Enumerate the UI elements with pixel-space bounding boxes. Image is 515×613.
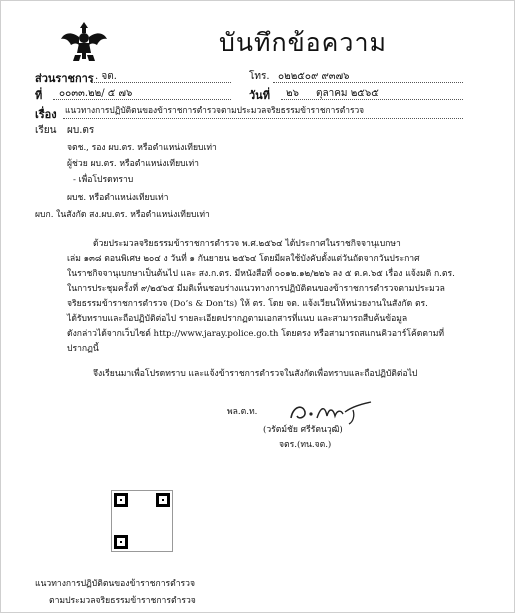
body-line: จริยธรรมข้าราชการตำรวจ (Do’s & Don’ts) ให้ ตร. โดย จต. แจ้งเวียนให้หน่วยงานในสังกัด ตร.: [67, 299, 428, 309]
body-line: ในการประชุมครั้งที่ ๙/๒๕๖๕ มีมติเห็นชอบร่างแนวทางการปฏิบัติตนของข้าราชการตำรวจตามประมวล: [67, 284, 445, 294]
routing-line: ผบช. หรือตำแหน่งเทียบเท่า: [67, 193, 169, 203]
signature-position: จตร.(ทน.จต.): [279, 440, 332, 450]
agency-underline: [91, 82, 231, 83]
routing-line: ผู้ช่วย ผบ.ตร. หรือตำแหน่งเทียบเท่า: [67, 159, 199, 169]
handwritten-signature-icon: [283, 398, 373, 426]
subject-underline: [63, 118, 463, 119]
body-line: ปรากฏนี้: [67, 344, 99, 354]
signature-rank: พล.ต.ท.: [227, 407, 258, 417]
body-line: ได้รับทราบและถือปฏิบัติต่อไป รายละเอียดปรากฏตามเอกสารที่แนบ และสามารถสืบค้นข้อมูล: [67, 314, 408, 324]
footer-line: แนวทางการปฏิบัติตนของข้าราชการตำรวจ: [35, 579, 196, 589]
closing-line: จึงเรียนมาเพื่อโปรดทราบ และแจ้งข้าราชการตำรวจในสังกัดเพื่อทราบและถือปฏิบัติต่อไป: [93, 369, 418, 379]
date-label: วันที่: [249, 89, 270, 102]
signature-name: (วรัตม์ชัย ศรีรัตนวุฒิ): [263, 425, 343, 435]
to-label: เรียน: [35, 125, 57, 136]
ref-value: ๐๐๓๓.๒๒/ ๕ ๗๖: [59, 88, 133, 99]
phone-value: ๐๒๒๕๐๙ ๙๓๗๖: [278, 71, 350, 82]
qr-finder-icon: [156, 493, 170, 507]
qr-finder-icon: [114, 535, 128, 549]
subject-value: แนวทางการปฏิบัติตนของข้าราชการตำรวจตามประมวลจริยธรรมข้าราชการตำรวจ: [65, 105, 365, 115]
routing-line: ผบก. ในสังกัด สง.ผบ.ตร. หรือตำแหน่งเทียบเท่า: [35, 210, 210, 220]
date-day: ๒๖: [286, 88, 299, 99]
routing-line: - เพื่อโปรดทราบ: [73, 175, 134, 185]
agency-label: ส่วนราชการ: [35, 72, 94, 85]
ref-label: ที่: [35, 89, 43, 102]
body-line: ด้วยประมวลจริยธรรมข้าราชการตำรวจ พ.ศ.๒๕๖๔ ได้ประกาศในราชกิจจานุเบกษา: [93, 239, 401, 249]
memo-title: บันทึกข้อความ: [219, 28, 387, 57]
phone-underline: [273, 82, 463, 83]
qr-code: [111, 490, 173, 552]
subject-label: เรื่อง: [35, 108, 57, 121]
body-line: เล่ม ๑๓๘ ตอนพิเศษ ๒๐๔ ง วันที่ ๑ กันยายน ๒๕๖๔ โดยมีผลใช้บังคับตั้งแต่วันถัดจากวันประกาศ: [67, 254, 420, 264]
garuda-emblem-icon: [59, 19, 109, 63]
ref-underline: [53, 99, 231, 100]
footer-line: ตามประมวลจริยธรรมข้าราชการตำรวจ: [49, 596, 196, 606]
phone-label: โทร.: [249, 71, 270, 82]
routing-line: จตช., รอง ผบ.ตร. หรือตำแหน่งเทียบเท่า: [67, 143, 217, 153]
body-line: ดังกล่าวได้จากเว็บไซต์ http://www.jaray.police.go.th โดยตรง หรือสามารถสแกนคิวอาร์โค้ดตามที่: [67, 329, 445, 339]
body-line: ในราชกิจจานุเบกษาเป็นต้นไป และ สง.ก.ตร. มีหนังสือที่ ๐๐๑๒.๑๒/๒๒๖ ลง ๕ ต.ค.๖๕ เรื่อง แจ้งมติ ก.ตร.: [67, 269, 455, 279]
agency-value: . จต.: [95, 71, 117, 82]
date-underline: [281, 99, 463, 100]
to-value: ผบ.ตร: [67, 125, 95, 136]
date-month-year: ตุลาคม ๒๕๖๕: [316, 88, 379, 99]
qr-finder-icon: [114, 493, 128, 507]
